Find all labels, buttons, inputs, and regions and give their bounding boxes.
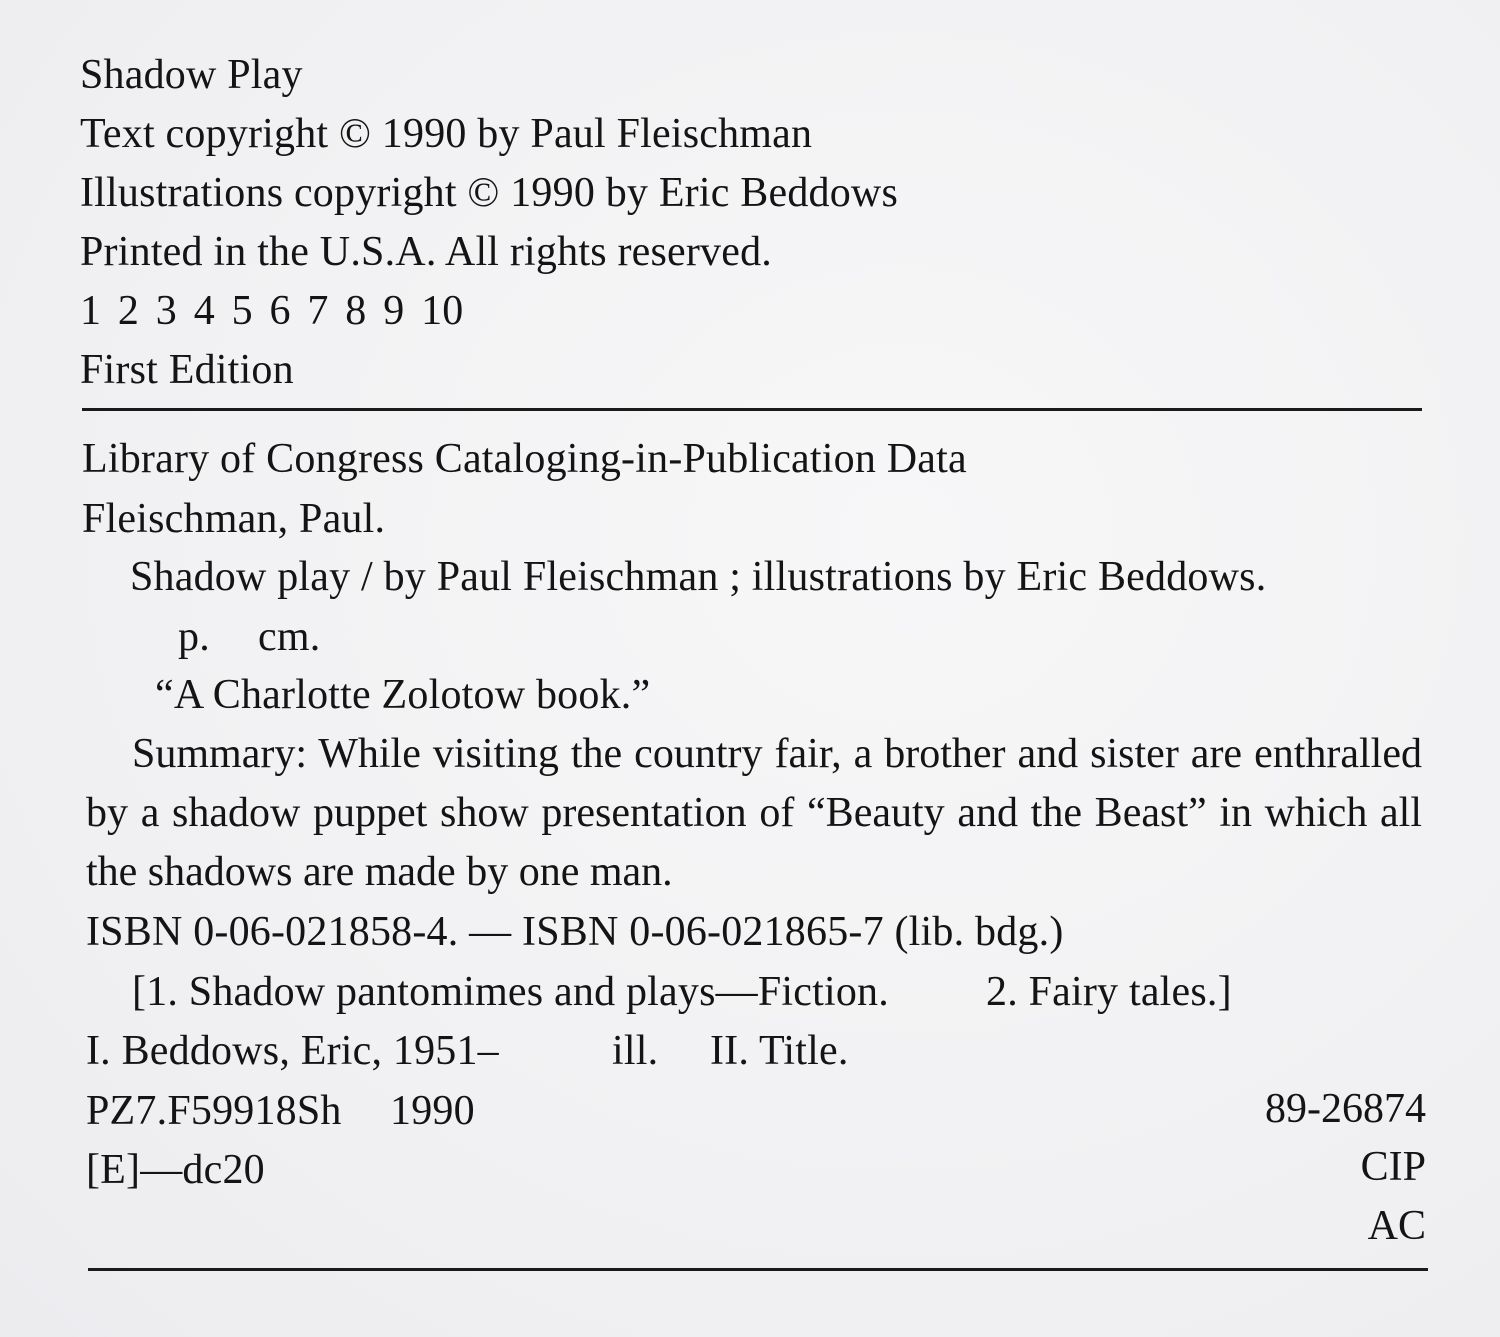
cip-series-note: “A Charlotte Zolotow book.” (155, 672, 651, 718)
cip-pagination-p: p. (178, 614, 210, 660)
cip-added-entry-ill: ill. (612, 1028, 659, 1074)
cip-call-year: 1990 (390, 1088, 475, 1134)
text-copyright: Text copyright © 1990 by Paul Fleischman (80, 111, 813, 157)
cip-lccn: 89-26874 (1265, 1086, 1426, 1132)
cip-added-entry-1: I. Beddows, Eric, 1951– (86, 1028, 499, 1074)
printing-line: 1 2 3 4 5 6 7 8 9 10 (80, 288, 464, 334)
cip-subject-1: [1. Shadow pantomimes and plays—Fiction. (132, 969, 889, 1015)
cip-subject-2: 2. Fairy tales.] (986, 969, 1232, 1015)
cip-pagination-cm: cm. (258, 614, 321, 660)
bottom-divider (88, 1268, 1428, 1271)
cip-title-statement: Shadow play / by Paul Fleischman ; illustrations by Eric Beddows. (130, 554, 1267, 600)
cip-added-entry-2: II. Title. (710, 1028, 849, 1074)
cip-isbn: ISBN 0-06-021858-4. — ISBN 0-06-021865-7 (lib. bdg.) (86, 909, 1064, 955)
cip-dewey: [E]—dc20 (86, 1147, 265, 1193)
cip-heading: Library of Congress Cataloging-in-Publication Data (82, 436, 967, 482)
cip-label: CIP (1360, 1144, 1426, 1190)
book-title: Shadow Play (80, 52, 303, 98)
ac-label: AC (1367, 1203, 1426, 1249)
cip-call-number: PZ7.F59918Sh (86, 1088, 342, 1134)
edition: First Edition (80, 347, 294, 393)
top-divider (82, 408, 1422, 411)
printed-statement: Printed in the U.S.A. All rights reserved. (80, 229, 772, 275)
illustrations-copyright: Illustrations copyright © 1990 by Eric Beddows (80, 170, 899, 216)
cip-author: Fleischman, Paul. (82, 496, 386, 542)
cip-summary: Summary: While visiting the country fair, a brother and sister are enthralled by a shadow puppet show presentation of “Beauty and the Beast” in which all the shadows are made by one man. (86, 731, 1422, 895)
